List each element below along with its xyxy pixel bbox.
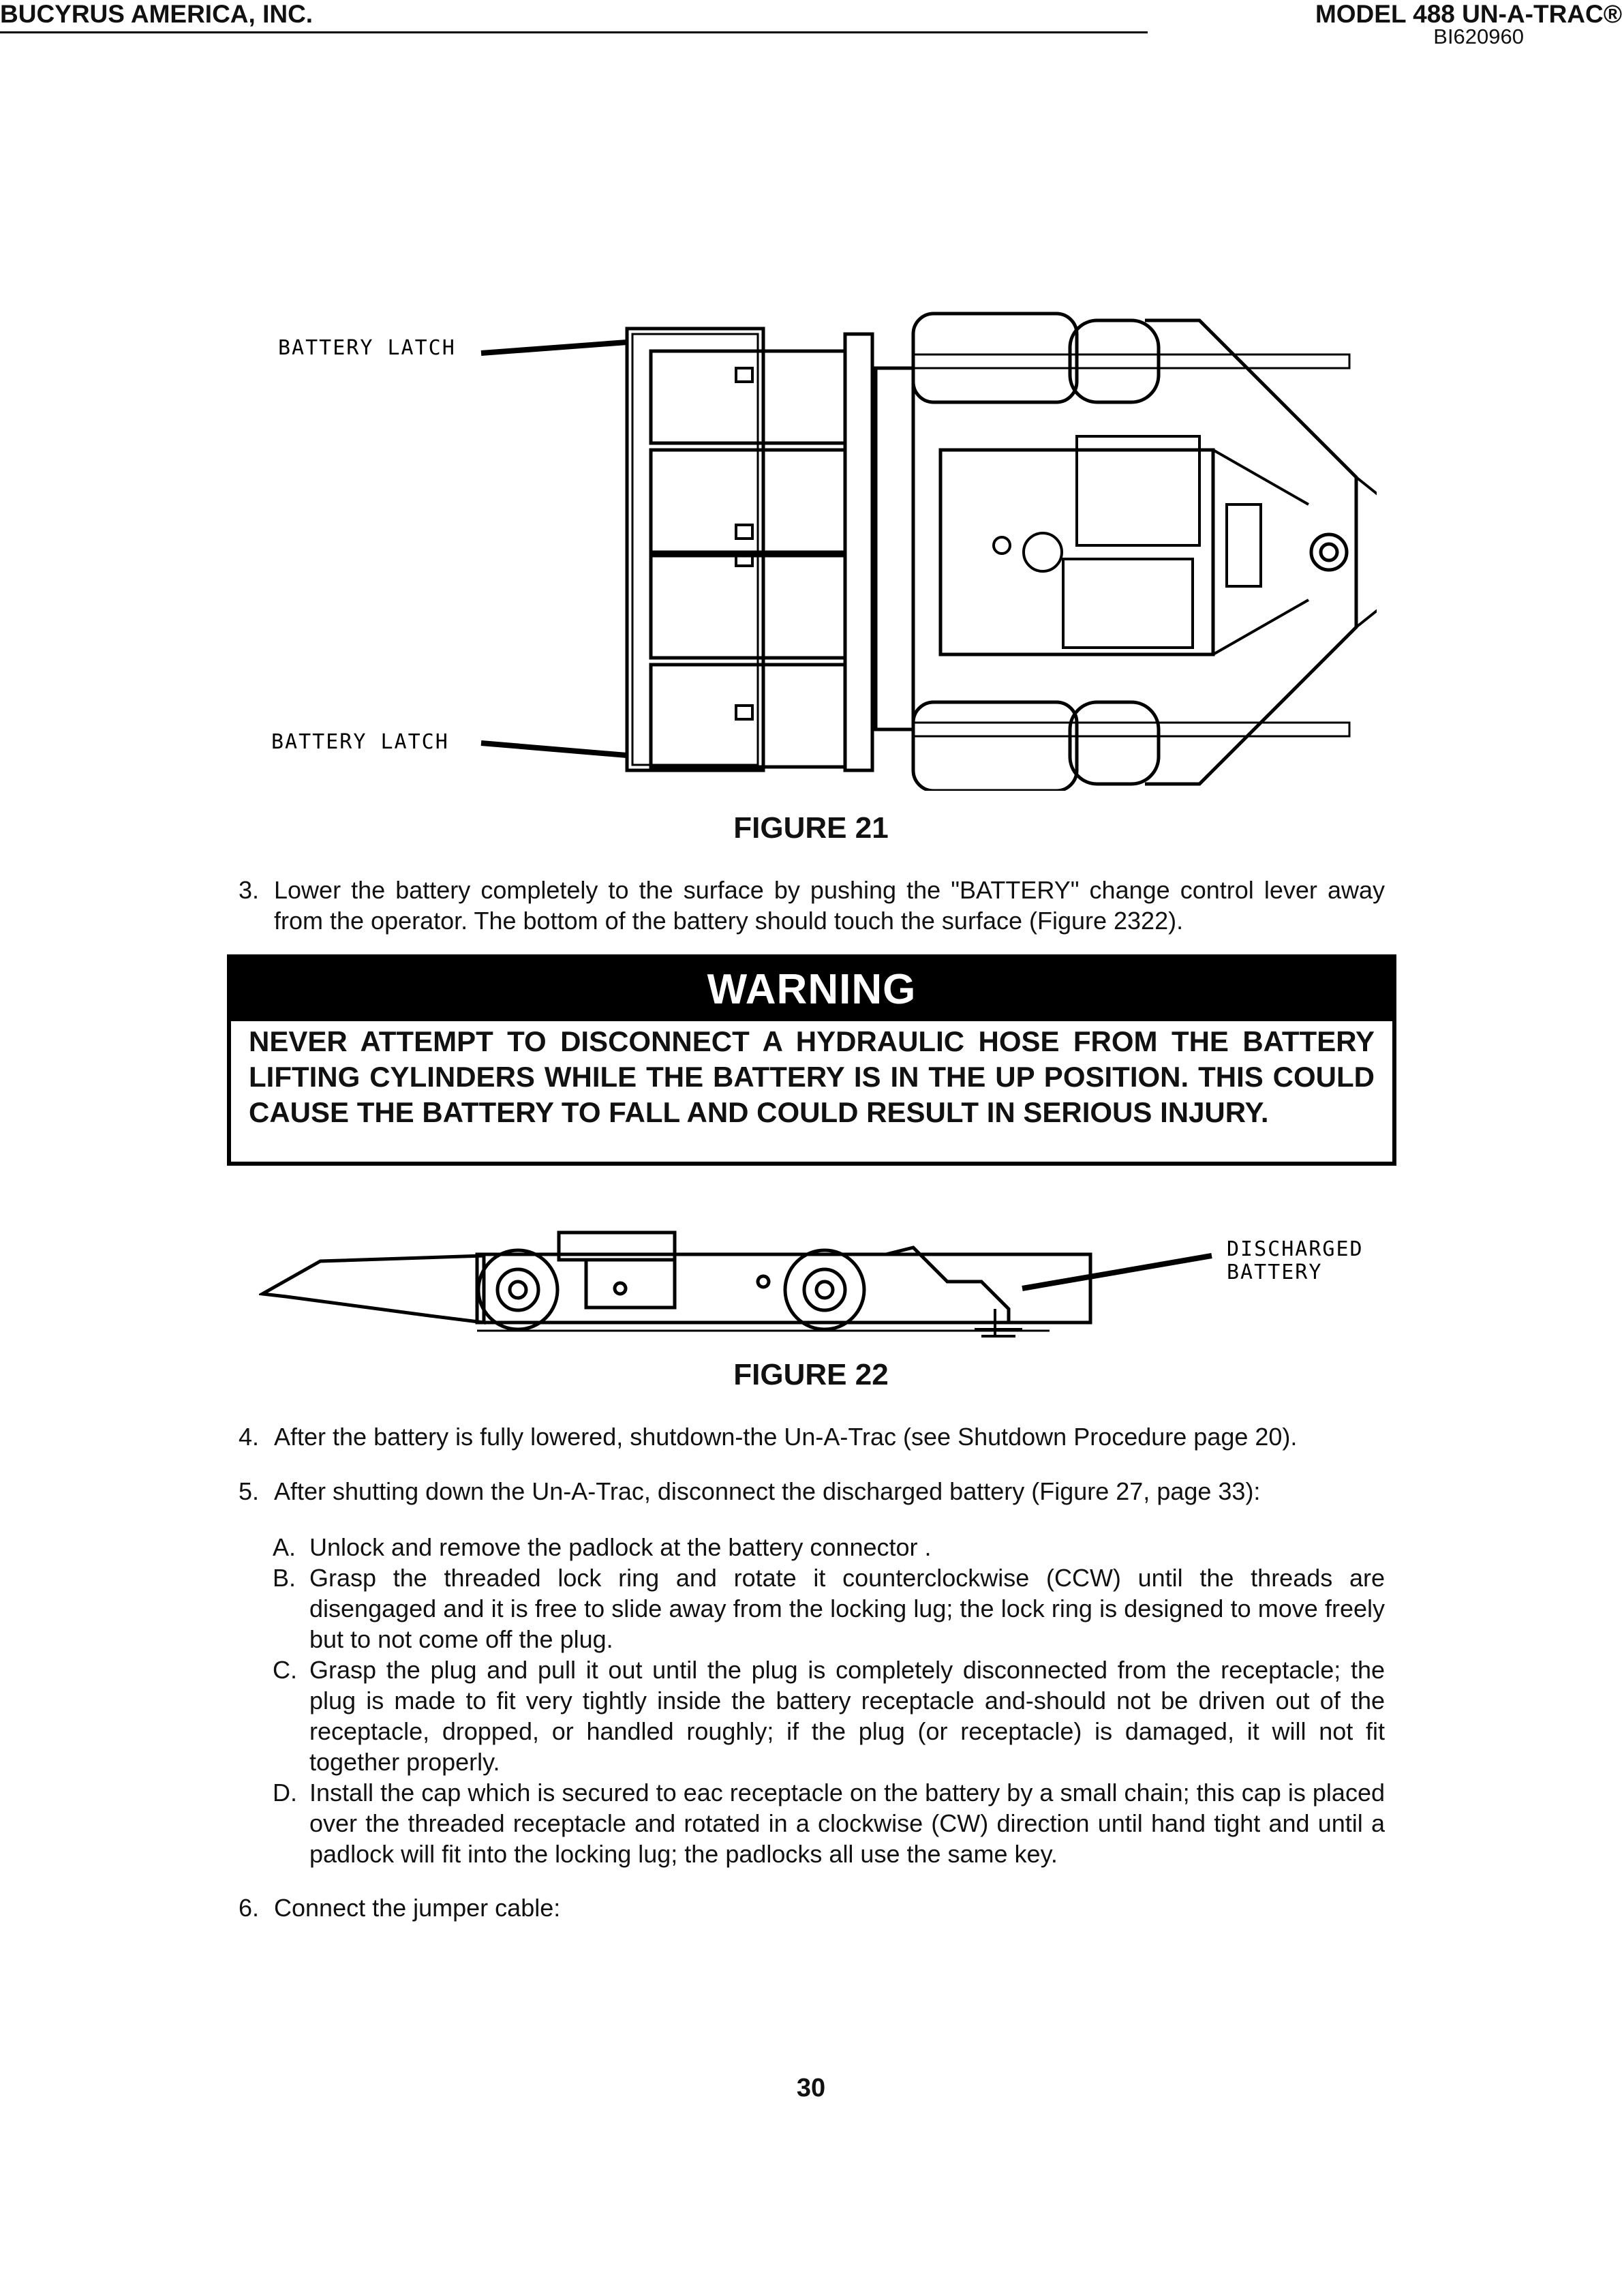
substep-letter: D. bbox=[273, 1779, 297, 1807]
substep-c bbox=[273, 1655, 1385, 1777]
page-header bbox=[0, 0, 1622, 33]
step-4 bbox=[239, 1421, 1385, 1452]
step-5 bbox=[239, 1476, 1385, 1507]
step-text: Connect the jumper cable: bbox=[274, 1894, 561, 1922]
warning-box bbox=[227, 954, 1396, 1166]
company-name: BUCYRUS AMERICA, INC. bbox=[0, 0, 313, 28]
substep-text: Install the cap which is secured to eac receptacle on the battery by a small chain; this cap is placed over the threaded receptacle and rotated in a clockwise (CW) direction until hand tight and until a padlock will fit into the locking lug; the padlocks all use the same key. bbox=[309, 1779, 1385, 1868]
model-name: MODEL 488 UN-A-TRAC® bbox=[1315, 0, 1622, 28]
substep-letter: C. bbox=[273, 1656, 297, 1684]
discharged-battery-label-line1: DISCHARGED bbox=[1227, 1237, 1364, 1261]
step-6 bbox=[239, 1892, 1385, 1923]
substep-d bbox=[273, 1777, 1385, 1869]
warning-title: WARNING bbox=[231, 958, 1392, 1021]
substep-text: Unlock and remove the padlock at the battery connector . bbox=[309, 1533, 932, 1561]
substep-letter: A. bbox=[273, 1533, 296, 1561]
document-id: BI620960 bbox=[1433, 25, 1524, 48]
figure-22-caption: FIGURE 22 bbox=[733, 1358, 889, 1391]
discharged-battery-label-line2: BATTERY bbox=[1227, 1260, 1323, 1284]
substep-text: Grasp the plug and pull it out until the plug is completely disconnected from the receptacle; the plug is made to fit very tightly inside the battery receptacle and-should not be driven out of the receptacle, dropped, or handled roughly; if the plug (or receptacle) is damaged, it will not fit together properly. bbox=[309, 1656, 1385, 1776]
substep-text: Grasp the threaded lock ring and rotate it counterclockwise (CCW) until the threads are disengaged and it is free to slide away from the locking lug; the lock ring is designed to move freely but to not come off the plug. bbox=[309, 1564, 1385, 1653]
step-number: 3. bbox=[239, 876, 260, 904]
substep-b bbox=[273, 1562, 1385, 1655]
figure-21-caption: FIGURE 21 bbox=[733, 811, 889, 845]
step-text: Lower the battery completely to the surface by pushing the "BATTERY" change control lever away from the operator. The bottom of the battery should touch the surface (Figure 2322). bbox=[274, 876, 1385, 935]
step-text: After shutting down the Un-A-Trac, disconnect the discharged battery (Figure 27, page 33): bbox=[274, 1477, 1261, 1505]
substep-a bbox=[273, 1532, 1385, 1562]
step-number: 4. bbox=[239, 1423, 260, 1451]
page-number: 30 bbox=[796, 2074, 826, 2102]
warning-text: NEVER ATTEMPT TO DISCONNECT A HYDRAULIC HOSE FROM THE BATTERY LIFTING CYLINDERS WHILE THE BATTERY IS IN THE UP POSITION. THIS COULD CAUSE THE BATTERY TO FALL AND COULD RESULT IN SERIOUS INJURY. bbox=[249, 1025, 1375, 1128]
battery-latch-label-top: BATTERY LATCH bbox=[278, 336, 456, 360]
step-3 bbox=[239, 875, 1385, 936]
step-text: After the battery is fully lowered, shutdown-the Un-A-Trac (see Shutdown Procedure page 20). bbox=[274, 1423, 1298, 1451]
step-number: 5. bbox=[239, 1477, 260, 1505]
figure-22-diagram bbox=[259, 1220, 1377, 1343]
figure-21-diagram bbox=[259, 300, 1377, 791]
substep-letter: B. bbox=[273, 1564, 296, 1592]
battery-latch-label-bottom: BATTERY LATCH bbox=[271, 730, 449, 754]
step-number: 6. bbox=[239, 1894, 260, 1922]
